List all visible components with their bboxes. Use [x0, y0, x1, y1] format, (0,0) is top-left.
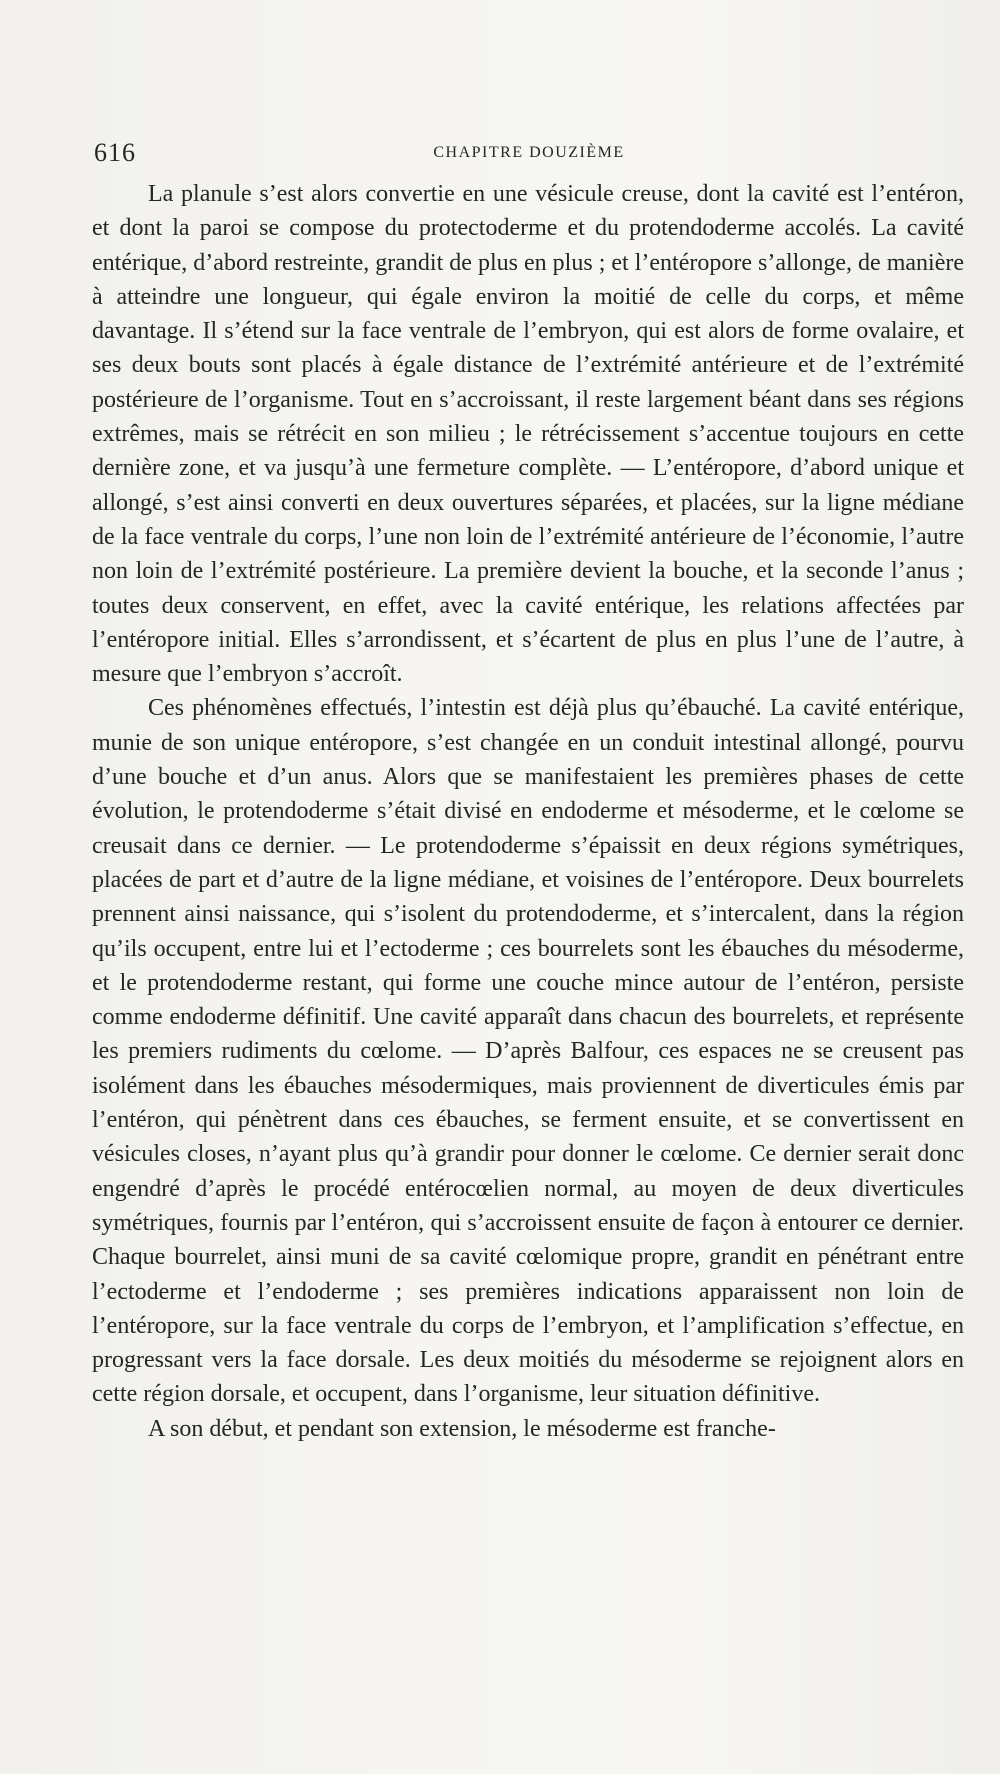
paragraph: Ces phénomènes effectués, l’intestin est déjà plus qu’ébauché. La cavité entérique, munie de son unique entéropore, s’est changée en un conduit intestinal allongé, pourvu d’une bouche et d’un anus. Alors que se manifestaient les premières phases de cette évolution, le protendoderme s’était divisé en endoderme et mésoderme, et le cœlome se creusait dans ce dernier. — Le protendoderme s’épaissit en deux régions symétriques, placées de part et d’autre de la ligne médiane, et voisines de l’entéropore. Deux bourrelets prennent ainsi naissance, qui s’isolent du protendoderme, et s’intercalent, dans la région qu’ils occupent, entre lui et l’ectoderme ; ces bourrelets sont les ébauches du mésoderme, et le protendoderme restant, qui forme une couche mince autour de l’entéron, persiste comme endoderme définitif. Une cavité apparaît dans chacun des bourrelets, et représente les premiers rudiments du cœlome. — D’après Balfour, ces espaces ne se creusent pas isolément dans les ébauches mésodermiques, mais proviennent de diverticules émis par l’entéron, qui pénètrent dans ces ébauches, se ferment ensuite, et se convertissent en vésicules closes, n’ayant plus qu’à grandir pour donner le cœlome. Ce dernier serait donc engendré d’après le procédé entérocœlien normal, au moyen de deux diverticules symétriques, fournis par l’entéron, qui s’accroissent ensuite de façon à entourer ce dernier. Chaque bourrelet, ainsi muni de sa cavité cœlomique propre, grandit en pénétrant entre l’ectoderme et l’endoderme ; ses premières indications apparaissent non loin de l’entéropore, sur la face ventrale du corps de l’embryon, et l’amplification s’effectue, en progressant vers la face dorsale. Les deux moitiés du mésoderme se rejoignent alors en cette région dorsale, et occupent, dans l’organisme, leur situation définitive.: [92, 695, 964, 1408]
paragraph: La planule s’est alors convertie en une vésicule creuse, dont la cavité est l’entéron, et dont la paroi se compose du protectoderme et du protendoderme accolés. La cavité entérique, d’abord restreinte, grandit de plus en plus ; et l’entéropore s’allonge, de manière à atteindre une longueur, qui égale environ la moitié de celle du corps, et même davantage. Il s’étend sur la face ventrale de l’embryon, qui est alors de forme ovalaire, et ses deux bouts sont placés à égale distance de l’extrémité antérieure et de l’extrémité postérieure de l’organisme. Tout en s’accroissant, il reste largement béant dans ses régions extrêmes, mais se rétrécit en son milieu ; le rétrécissement s’accentue toujours en cette dernière zone, et va jusqu’à une fermeture complète. — L’entéropore, d’abord unique et allongé, s’est ainsi converti en deux ouvertures séparées, et placées, sur la ligne médiane de la face ventrale du corps, l’une non loin de l’extrémité antérieure de l’économie, l’autre non loin de l’extrémité postérieure. La première devient la bouche, et la seconde l’anus ; toutes deux conservent, en effet, avec la cavité entérique, les relations affectées par l’entéropore initial. Elles s’arrondissent, et s’écartent de plus en plus l’une de l’autre, à mesure que l’embryon s’accroît.: [92, 181, 964, 688]
page-number: 616: [94, 138, 136, 167]
page-header: [94, 138, 964, 178]
body-text: [92, 177, 964, 1446]
paragraph: A son début, et pendant son extension, le mésoderme est franche-: [148, 1415, 776, 1442]
running-title: CHAPITRE DOUZIÈME: [433, 144, 625, 161]
